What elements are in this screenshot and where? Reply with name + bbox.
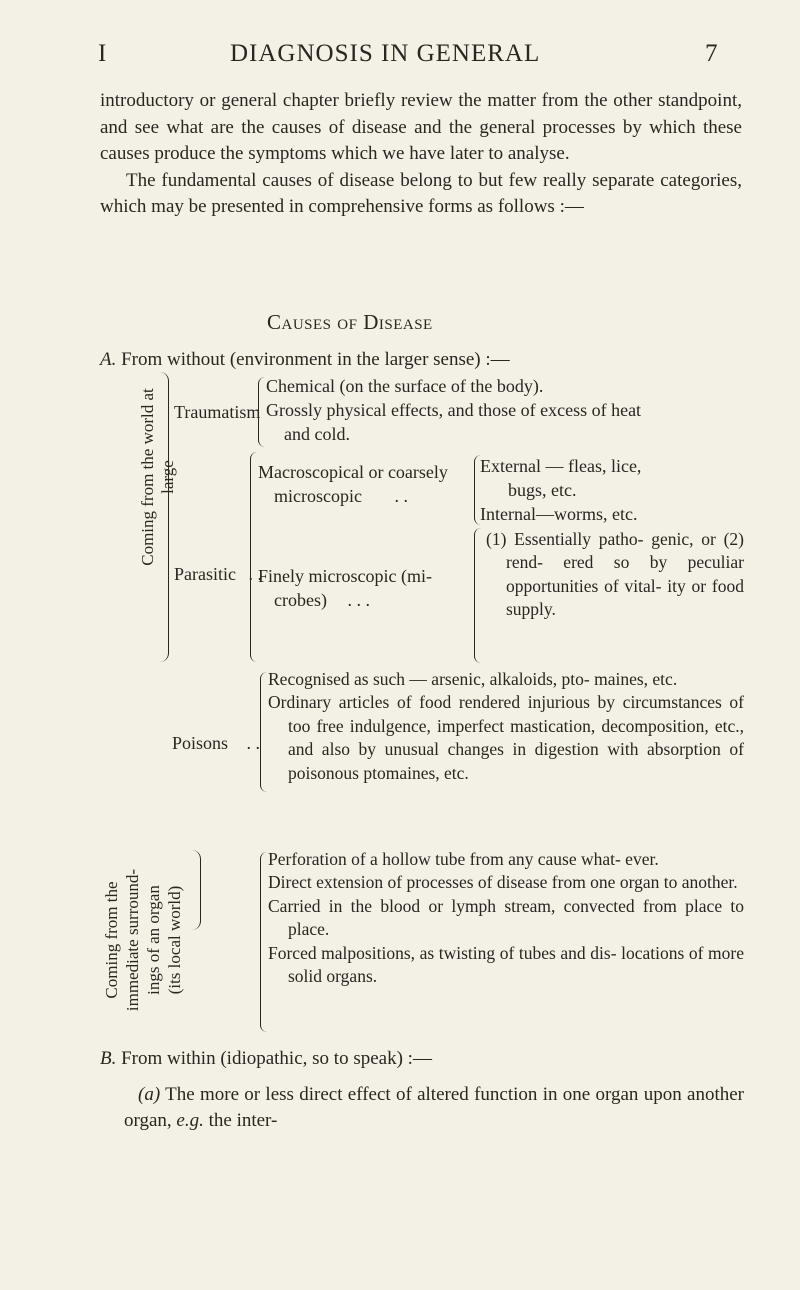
immediate-surroundings-label: Coming from the immediate surround- ings of an organ (its local world) [102,868,184,1012]
traumatism-item-1: Chemical (on the surface of the body). [266,376,544,396]
traumatism-item-3: and cold. [284,424,350,444]
macro-internal: Internal—worms, etc. [480,504,638,524]
immediate-right-brace [192,850,201,930]
section-b-item-a: (a) The more or less direct effect of altered function in one organ upon another organ, e.g. the inter- [124,1084,744,1131]
macro-external-2: bugs, etc. [508,480,577,500]
microbes-description: (1) Essentially patho- genic, or (2) rend- ered so by peculiar opportunities of vital- ity or food supply. [486,529,744,620]
poisons-label: Poisons . . [172,733,261,753]
intro-paragraph-2: The fundamental causes of disease belong to but few really separate categories, which may be presented in comprehensive forms as follows :— [100,169,742,217]
microbes-brace [474,528,481,663]
poisons-text [268,668,744,785]
immediate-item-1: Perforation of a hollow tube from any cause what- ever. [268,849,659,869]
section-b-heading [100,1048,432,1070]
section-a-text: From without (environment in the larger sense) :— [121,349,510,370]
section-b-text: From within (idiopathic, so to speak) :— [121,1048,432,1069]
macroscopic-label-2: microscopic . . [274,486,408,506]
world-brace [160,372,169,662]
section-title: Causes of Disease [267,310,433,334]
traumatism-label: Traumatism [174,402,261,422]
page-number: 7 [705,40,719,67]
macro-external-1: External — fleas, lice, [480,456,642,476]
intro-paragraph-1: introductory or general chapter briefly review the matter from the other standpoint, and see what are the causes of disease and the general processes by which these causes produce the symptoms which we have later to analyse. [100,90,742,164]
immediate-brace [260,852,267,1032]
poisons-brace [260,672,267,792]
poisons-item-1: Recognised as such — arsenic, alkaloids, pto- maines, etc. [268,669,678,689]
parasitic-label: Parasitic . . [174,564,262,584]
macroscopic-label-1: Macroscopical or coarsely [258,462,448,482]
immediate-item-2: Direct extension of processes of disease from one organ to another. [268,872,738,893]
traumatism-brace [258,377,265,447]
parasitic-brace [250,452,257,662]
section-a-letter: A. [100,349,117,370]
microbes-label-1: Finely microscopic (mi- [258,566,432,586]
immediate-text [268,848,744,988]
microbes-label-2: crobes) . . . [274,590,370,610]
world-at-large-label: Coming from the world at large [138,388,177,566]
running-title: DIAGNOSIS IN GENERAL [230,40,541,67]
poisons-item-2: Ordinary articles of food rendered injurious by circumstances of too free indulgence, imperfect mastication, decomposition, etc., and also by unusual changes in digestion with absorption of poisonous ptomaines, etc. [268,692,744,783]
section-b-letter: B. [100,1048,117,1069]
chapter-number: I [98,40,108,67]
traumatism-item-2: Grossly physical effects, and those of excess of heat [266,400,642,420]
immediate-item-3: Carried in the blood or lymph stream, convected from place to place. [268,895,744,940]
intro-text [100,88,742,221]
immediate-item-4: Forced malpositions, as twisting of tubes and dis- locations of more solid organs. [268,942,744,987]
